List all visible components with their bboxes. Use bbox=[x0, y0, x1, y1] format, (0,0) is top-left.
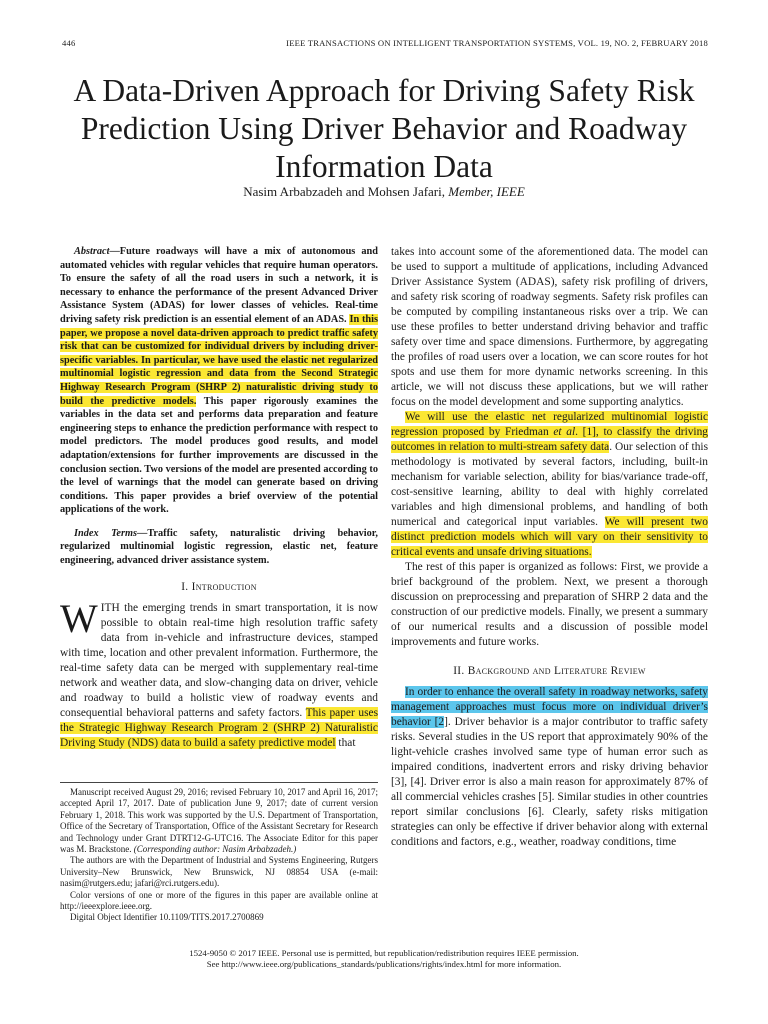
copyright-footer bbox=[40, 948, 728, 970]
footnote-manuscript bbox=[60, 787, 378, 855]
intro-text-2: that bbox=[338, 736, 356, 749]
index-terms-text: Traffic safety, naturalistic driving behavior, regularized multinomial logistic regression, elastic net, feature engineering, advanced driver assistance system. bbox=[60, 527, 378, 567]
section-1-heading bbox=[60, 580, 378, 595]
introduction-paragraph bbox=[60, 595, 378, 751]
page-number: 446 bbox=[62, 38, 76, 48]
introduction-section bbox=[60, 580, 378, 751]
drop-cap: W bbox=[60, 595, 98, 641]
abstract-dash: — bbox=[109, 246, 120, 257]
paper-title: A Data-Driven Approach for Driving Safety Risk Prediction Using Driver Behavior and Roadway Information Data bbox=[73, 73, 695, 184]
index-terms-label: Index Terms bbox=[74, 527, 138, 539]
section-1-numeral: I. bbox=[181, 580, 189, 593]
section-2-title: Background and Literature Review bbox=[467, 665, 646, 677]
index-terms bbox=[60, 527, 378, 568]
abstract-highlight: In this paper, we propose a novel data-driven approach to predict traffic safety risk that can be customized for individual drivers by including driver-specific variables. In particular, we have used the elastic net regularized multinomial logistic regression and data from the Second Strategic Highway Research Program (SHRP 2) naturalistic driving study to build the predictive models. bbox=[60, 313, 378, 407]
models-highlight: We will present two distinct prediction models which will vary on their sensitivity to critical events and unsafe driving situations. bbox=[391, 516, 708, 558]
right-paragraph-3: The rest of this paper is organized as follows: First, we provide a brief background of the problem. Next, we present a thorough discussion on preprocessing and preparation of SHRP 2 data and the construction of our predictive models. Finally, we present a summary of our numerical results and a discussion of possible model improvements and future works. bbox=[391, 561, 708, 648]
method-highlight-b: . [1], to classify the driving outcomes in relation to multi-stream safety data bbox=[391, 426, 708, 453]
index-terms-dash: — bbox=[137, 527, 148, 539]
driver-behavior-highlight: In order to enhance the overall safety in roadway networks, safety management approaches must focus more on individual driver’s behavior [2 bbox=[391, 686, 708, 728]
left-column bbox=[60, 245, 378, 751]
abstract-label: Abstract bbox=[74, 246, 110, 257]
section-2-heading bbox=[391, 664, 708, 679]
footnote-manuscript-text: Manuscript received August 29, 2016; revised February 10, 2017 and April 16, 2017; accepted April 17, 2017. Date of publication June 9, 2017; date of current version February 1, 2018. This work was supported by the U.S. Department of Transportation, Office of the Secretary of Transportation, Office of the Assistant Secretary for Research and Technology under Grant DTRT12-G-UTC16. The Associate Editor for this paper was M. Brackstone. bbox=[60, 787, 378, 855]
abstract-text-2: This paper rigorously examines the variables in the data set and performs data preparation and feature engineering steps to enhance the prediction performance with respect to model predictors. The model produces good results, and model adaptation/extensions for further improvements are discussed in the conclusion section. Two versions of the model are presented according to the level of warnings that the model can generate based on driving conditions. This paper provides a brief overview of the potential applications of the work. bbox=[60, 395, 379, 516]
footnote-doi: Digital Object Identifier 10.1109/TITS.2017.2700869 bbox=[70, 912, 264, 923]
journal-name: IEEE TRANSACTIONS ON INTELLIGENT TRANSPORTATION SYSTEMS, VOL. 19, NO. 2, FEBRUARY 2018 bbox=[286, 38, 708, 48]
section-1-title: Introduction bbox=[191, 580, 257, 593]
corresponding-author: (Corresponding author: Nasim Arbabzadeh.) bbox=[133, 844, 297, 855]
et-al: et al bbox=[553, 426, 576, 438]
right-paragraph-2 bbox=[391, 410, 708, 560]
footnotes bbox=[60, 787, 378, 924]
method-text: . Our selection of this methodology is motivated by several factors, including, built-in mechanism for variable selection, ability for bias/variance trade-off, cost-sensitive learning, ability to deal with highly correlated variables and high dimensional problems, and handling of both numerical and categorical input variables. bbox=[391, 441, 708, 528]
copyright-line: 1524-9050 © 2017 IEEE. Personal use is permitted, but republication/redistribution requires IEEE permission. bbox=[189, 948, 579, 958]
method-highlight-a: We will use the elastic net regularized multinomial logistic regression proposed by Friedman bbox=[391, 411, 708, 438]
section-2-numeral: II. bbox=[453, 665, 465, 677]
intro-text-1: ITH the emerging trends in smart transportation, it is now possible to obtain real-time high resolution traffic safety data from in-vehicle and infrastructure devices, stamped with time, location and other prevalent information. Furthermore, the real-time safety data can be merged with supplementary real-time network and weather data, and slow-changing data on driver, vehicle and roadway to build a holistic view of roadway events and consequential behavioral patterns and safety factors. bbox=[60, 601, 378, 719]
intro-highlight: This paper uses the Strategic Highway Research Program 2 (SHRP 2) Naturalistic Driving Study (NDS) data to build a safety predictive model bbox=[60, 706, 378, 749]
footnote-rule bbox=[60, 782, 378, 783]
author-line bbox=[40, 184, 728, 200]
right-paragraph-1: takes into account some of the aforementioned data. The model can be used to support a multitude of applications, including Advanced Driver Assistance System (ADAS), safety risk profiling of drivers, and safety risk scoring of roadway segments. Safety risk profiles can be computed by compiling instantaneous risks over a trip. We can use these profiles to better understand driving behavior and traffic safety over time and space dimensions. Furthermore, by aggregating the profiles of road users over a location, we can score routes for hot spots and use them for more dynamic networks screening. In this article, we will not discuss these applications, but we will rather focus on the model development and some supporting analytics. bbox=[391, 246, 708, 408]
rights-link-line: See http://www.ieee.org/publications_standards/publications/rights/index.html for more information. bbox=[206, 959, 562, 969]
abstract-text-1: Future roadways will have a mix of autonomous and automated vehicles with regular vehicles that require human operators. To ensure the safety of all the road users in such a network, it is necessary to enhance the performance of the present Advanced Driver Assistance System (ADAS) for lower classes of vehicles. Real-time driving safety risk prediction is an essential element of an ADAS. bbox=[60, 246, 378, 325]
abstract bbox=[60, 245, 378, 517]
author-names: Nasim Arbabzadeh and Mohsen Jafari, bbox=[243, 184, 446, 199]
right-column bbox=[391, 245, 708, 850]
running-header bbox=[62, 38, 708, 52]
footnote-color: Color versions of one or more of the figures in this paper are available online at http://ieeexplore.ieee.org. bbox=[60, 889, 378, 912]
right-paragraph-4 bbox=[391, 685, 708, 850]
footnote-affiliation: The authors are with the Department of Industrial and Systems Engineering, Rutgers University–New Brunswick, New Brunswick, NJ 08854 USA (e-mail: nasim@rutgers.edu; jafari@rci.rutgers.edu). bbox=[60, 855, 378, 889]
author-membership: Member, IEEE bbox=[448, 184, 525, 199]
background-text: ]. Driver behavior is a major contributor to traffic safety risks. Several studies in the US report that approximately 90% of the light-vehicle crashes involved same type of human error such as impaired conditions, inadvertent errors and risky driving behavior [3], [4]. Driver error is also a main reason for approximately 87% of all commercial vehicles crashes [5]. Similar studies in other countries report similar conclusions [6]. Clearly, safety risks mitigation strategies can only be effective if driver behavior along with external conditions and factors, e.g., weather, roadway conditions, time bbox=[391, 716, 709, 848]
